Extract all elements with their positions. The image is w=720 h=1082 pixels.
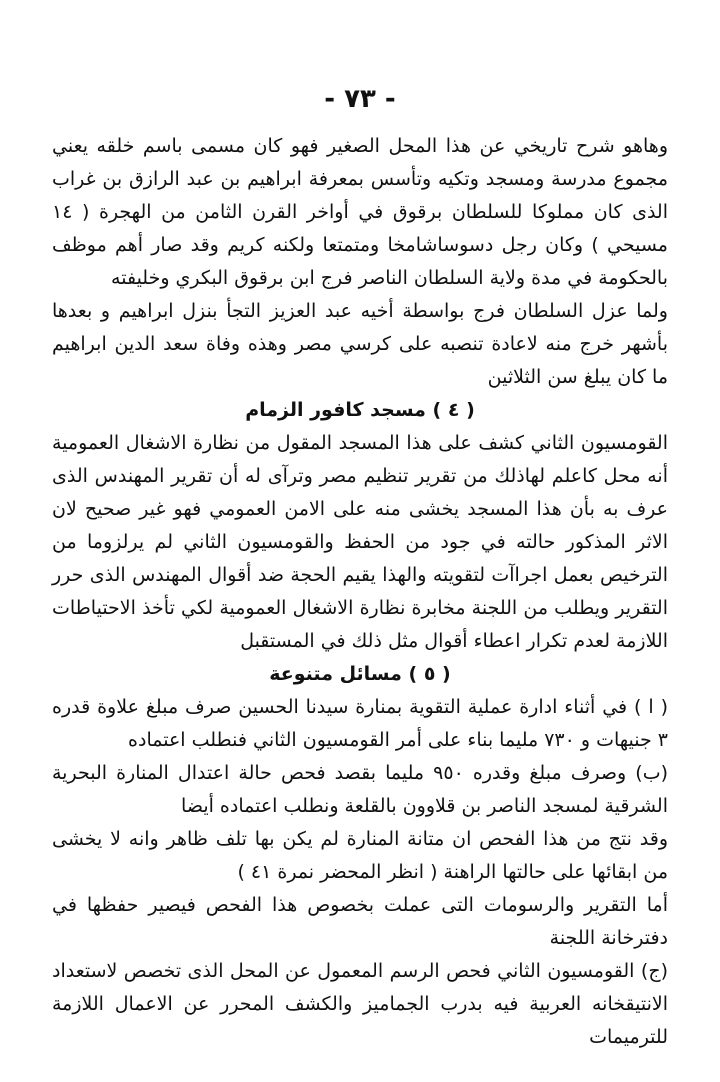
item-b-reports: أما التقرير والرسومات التى عملت بخصوص هذا الفحص فيصير حفظها في دفترخانة اللجنة (52, 894, 668, 949)
paragraph-sultan-farag: ولما عزل السلطان فرج بواسطة أخيه عبد العزيز التجأ بنزل ابراهيم و بعدها بأشهر خرج منه لاعادة تنصبه على كرسي مصر وهذه وفاة سعد الدين ابراهيم ما كان يبلغ سن الثلاثين (52, 300, 668, 388)
item-c-antiquities-store: (ج) القومسيون الثاني فحص الرسم المعمول عن المحل الذى تخصص لاستعداد الانتيقخانه العربية فيه بدرب الجماميز والكشف المحرر عن الاعمال اللازمة للترميمات (52, 960, 668, 1048)
item-b-nasir-minaret: (ب) وصرف مبلغ وقدره ٩٥٠ مليما بقصد فحص حالة اعتدال المنارة البحرية الشرقية لمسجد الناصر بن قلاوون بالقلعة ونطلب اعتماده أيضا (52, 762, 668, 817)
paragraph-history: وهاهو شرح تاريخي عن هذا المحل الصغير فهو كان مسمى باسم خلقه يعني مجموع مدرسة ومسجد وتكيه وتأسس بمعرفة ابراهيم بن عبد الرازق بن غراب الذى كان مملوكا للسلطان برقوق في أواخر القرن الثامن من الهجرة ( ١٤ مسيحي ) وكان رجل دسوساشامخا ومتمتعا ولكنه كريم وقد صار أهم موظف بالحكومة في مدة ولاية السلطان الناصر فرج ابن برقوق البكري وخليفته (52, 135, 668, 289)
paragraph-kafur-mosque: القومسيون الثاني كشف على هذا المسجد المقول من نظارة الاشغال العمومية أنه محل كاعلم لهاذلك من تقرير تنظيم مصر وترآى له أن تقرير المهندس الذى عرف به بأن هذا المسجد يخشى منه على الامن العمومي فهو غير صحيح لان الاثر المذكور حالته في جود من الحفظ والقومسيون الثاني لم يرلزوما من الترخيص بعمل اجراآت لتقويته والهذا يقيم الحجة ضد أقوال المهندس الذى حرر التقرير ويطلب من اللجنة مخابرة نظارة الاشغال العمومية لكي تأخذ الاحتياطات اللازمة لعدم تكرار اعطاء أقوال مثل ذلك في المستقبل (52, 432, 668, 652)
page-content (52, 130, 668, 1054)
section-heading-misc: ( ٥ ) مسائل متنوعة (269, 663, 451, 685)
item-a-hussein-minaret: ( ا ) في أثناء ادارة عملية التقوية بمنارة سيدنا الحسين صرف مبلغ علاوة قدره ٣ جنيهات و ٧٣٠ مليما بناء على أمر القومسيون الثاني فنطلب اعتماده (52, 696, 668, 751)
section-heading-kafur-mosque: ( ٤ ) مسجد كافور الزمام (245, 399, 475, 421)
page-number: - ٧٣ - (324, 84, 396, 114)
item-b-result: وقد نتج من هذا الفحص ان متانة المنارة لم يكن بها تلف ظاهر وانه لا يخشى من ابقائها على حالتها الراهنة ( انظر المحضر نمرة ٤١ ) (52, 828, 668, 883)
